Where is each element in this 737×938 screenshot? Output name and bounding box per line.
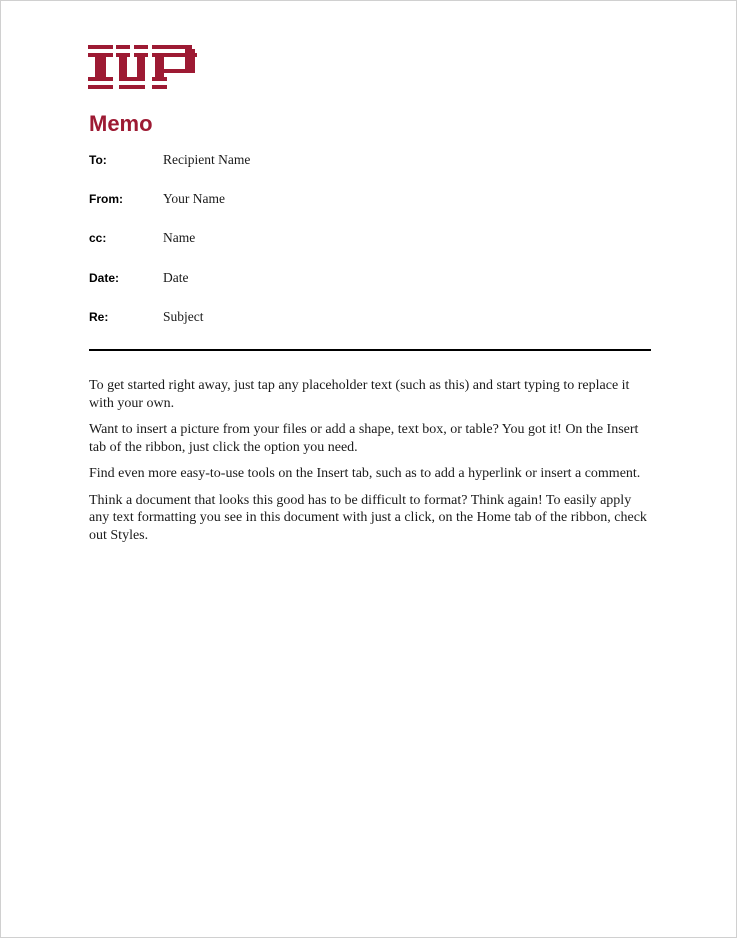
cc-label: cc: xyxy=(89,231,107,245)
iup-logo xyxy=(88,45,200,89)
from-value[interactable]: Your Name xyxy=(163,191,226,206)
from-label: From: xyxy=(89,192,123,206)
to-label: To: xyxy=(89,153,107,167)
cc-value[interactable]: Name xyxy=(163,230,196,245)
body-paragraph[interactable]: Think a document that looks this good has to be difficult to format? Think again! To easily apply any text formatting you see in this document with just a click, on the Home tab of the ribbon, check out Styles. xyxy=(89,492,647,543)
to-value[interactable]: Recipient Name xyxy=(163,152,251,167)
body-paragraph[interactable]: Find even more easy-to-use tools on the Insert tab, such as to add a hyperlink or insert a comment. xyxy=(89,466,641,481)
re-value[interactable]: Subject xyxy=(163,309,204,324)
body-paragraph[interactable]: To get started right away, just tap any placeholder text (such as this) and start typing to replace it with your own. xyxy=(89,378,630,411)
body-paragraph[interactable]: Want to insert a picture from your files or add a shape, text box, or table? You got it! On the Insert tab of the ribbon, just click the option you need. xyxy=(89,422,639,455)
re-label: Re: xyxy=(89,310,109,324)
header-divider xyxy=(89,349,651,351)
memo-title: Memo xyxy=(89,111,153,136)
date-value[interactable]: Date xyxy=(163,270,189,285)
date-label: Date: xyxy=(89,271,120,285)
memo-body xyxy=(89,377,651,553)
